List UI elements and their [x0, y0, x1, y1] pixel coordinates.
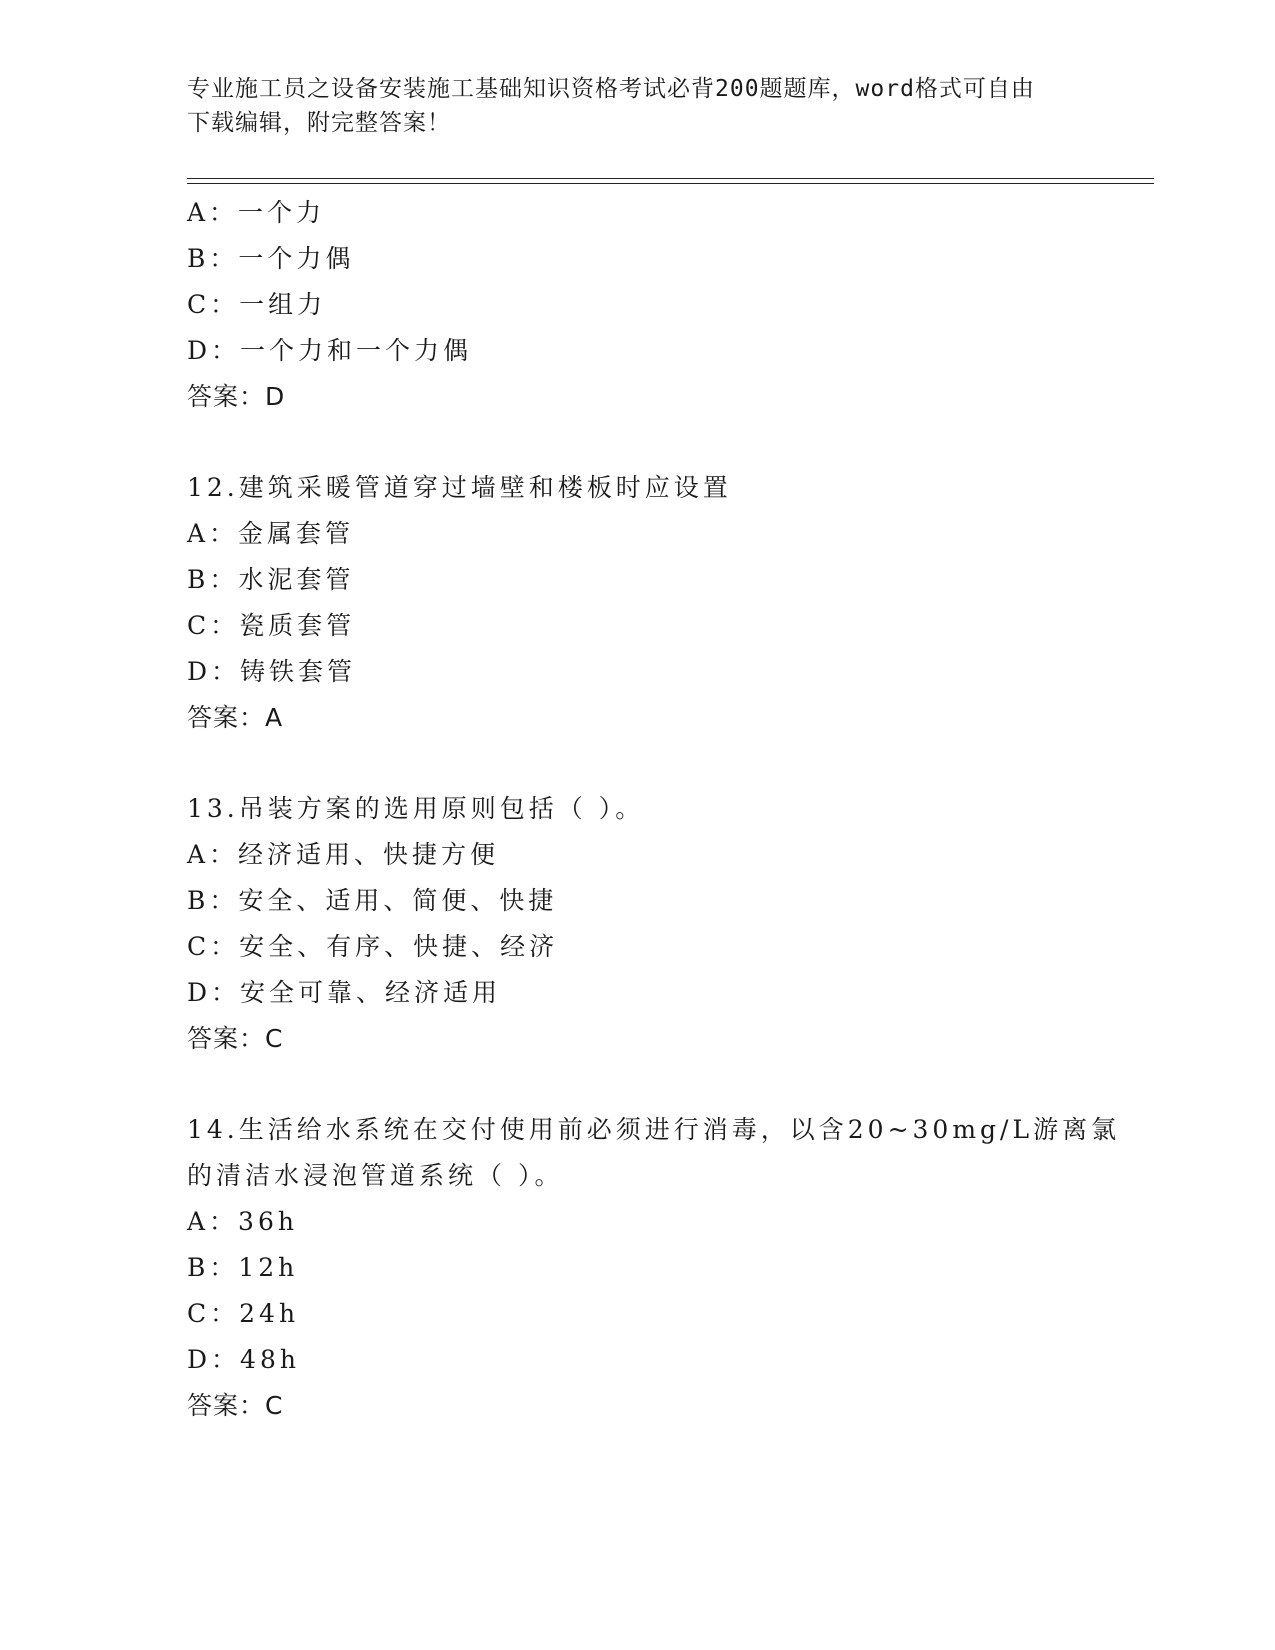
option-b: B：水泥套管	[187, 565, 355, 594]
answer: 答案：C	[187, 1024, 284, 1053]
question-block-12	[187, 465, 1087, 741]
option-c: C：安全、有序、快捷、经济	[187, 932, 559, 961]
option-a: A：一个力	[187, 198, 326, 227]
option-a: A：金属套管	[187, 519, 355, 548]
option-c: C：24h	[187, 1299, 300, 1328]
option-b: B：一个力偶	[187, 244, 355, 273]
option-b: B：安全、适用、简便、快捷	[187, 886, 558, 915]
option-b: B：12h	[187, 1253, 299, 1282]
option-d: D：48h	[187, 1345, 300, 1374]
option-a: A：36h	[187, 1207, 298, 1236]
option-d: D：一个力和一个力偶	[187, 336, 473, 365]
question-line: 13.吊装方案的选用原则包括（ ）。	[187, 794, 645, 823]
question-text	[187, 1107, 1121, 1199]
question-block-14	[187, 1107, 1121, 1429]
question-text	[187, 465, 1087, 511]
question-text	[187, 786, 1087, 832]
option-c: C：瓷质套管	[187, 611, 356, 640]
question-line-1: 14.生活给水系统在交付使用前必须进行消毒，以含20~30mg/L游离氯	[187, 1115, 1121, 1144]
header-divider-bottom	[187, 183, 1154, 184]
question-line-2: 的清洁水浸泡管道系统（ ）。	[187, 1161, 564, 1190]
option-a: A：经济适用、快捷方便	[187, 840, 500, 869]
question-block-11	[187, 190, 1087, 420]
answer: 答案：C	[187, 1391, 284, 1420]
answer: 答案：D	[187, 382, 286, 411]
question-line: 12.建筑采暖管道穿过墙壁和楼板时应设置	[187, 473, 732, 502]
question-block-13	[187, 786, 1087, 1062]
answer: 答案：A	[187, 703, 284, 732]
option-c: C：一组力	[187, 290, 327, 319]
header-line-1: 专业施工员之设备安装施工基础知识资格考试必背200题题库，word格式可自由	[187, 76, 1035, 102]
option-d: D：安全可靠、经济适用	[187, 978, 502, 1007]
document-header	[187, 72, 1087, 140]
header-divider-top	[187, 178, 1154, 179]
question-list	[187, 190, 1121, 1429]
header-line-2: 下载编辑，附完整答案！	[187, 110, 451, 136]
option-d: D：铸铁套管	[187, 657, 357, 686]
